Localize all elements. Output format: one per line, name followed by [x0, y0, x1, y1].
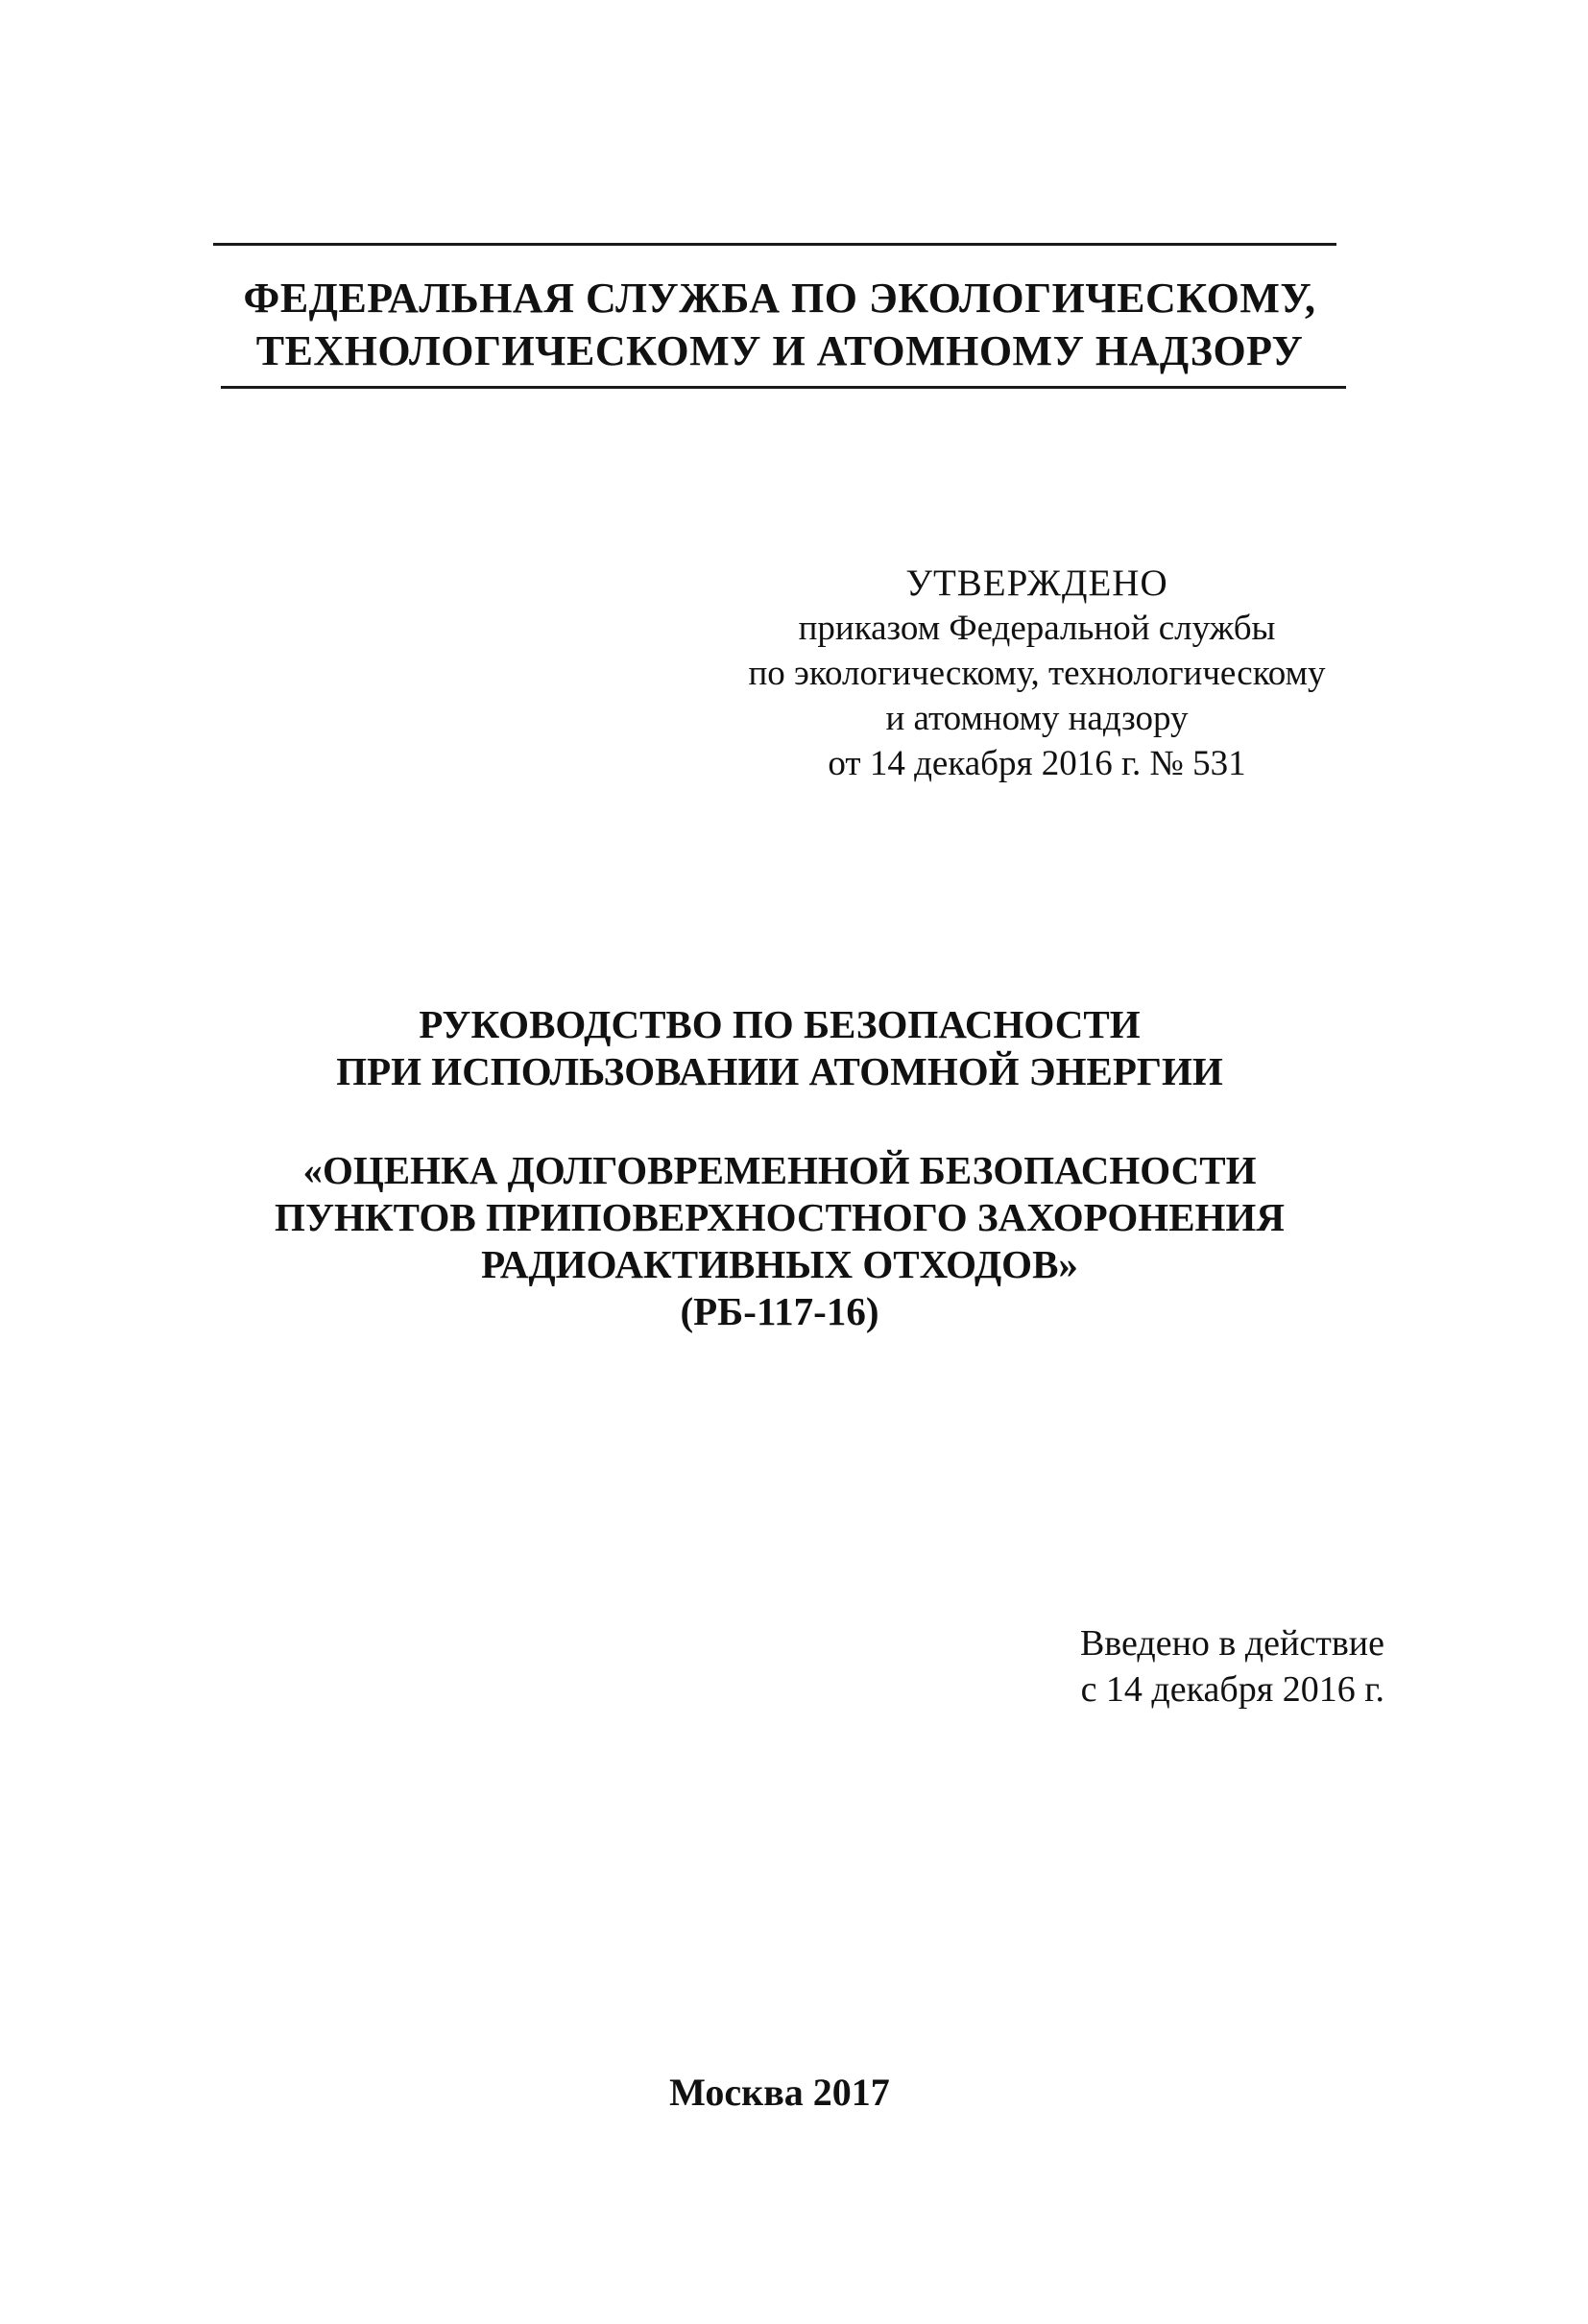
agency-name: [213, 272, 1346, 377]
effective-date-block: [999, 1620, 1440, 1713]
document-name-line-2: ПУНКТОВ ПРИПОВЕРХНОСТНОГО ЗАХОРОНЕНИЯ: [275, 1195, 1285, 1239]
approval-line-3: и атомному надзору: [885, 699, 1189, 738]
approval-block: [691, 561, 1383, 786]
guide-title-line-2: ПРИ ИСПОЛЬЗОВАНИИ АТОМНОЙ ЭНЕРГИИ: [336, 1049, 1223, 1093]
document-name-line-3: РАДИОАКТИВНЫХ ОТХОДОВ»: [481, 1242, 1078, 1286]
bottom-rule-line: [221, 386, 1346, 389]
document-title-block: [213, 1001, 1346, 1335]
effective-line-2: с 14 декабря 2016 г.: [1080, 1669, 1384, 1710]
approval-line-1: приказом Федеральной службы: [798, 609, 1276, 648]
guide-title-line-1: РУКОВОДСТВО ПО БЕЗОПАСНОСТИ: [419, 1002, 1141, 1046]
approval-order-date: от 14 декабря 2016 г. № 531: [828, 744, 1246, 783]
agency-name-line-2: ТЕХНОЛОГИЧЕСКОМУ И АТОМНОМУ НАДЗОРУ: [255, 327, 1304, 374]
effective-line-1: Введено в действие: [1079, 1623, 1384, 1664]
approval-heading: УТВЕРЖДЕНО: [905, 563, 1168, 604]
title-spacer: [213, 1095, 1346, 1147]
document-name-line-1: «ОЦЕНКА ДОЛГОВРЕМЕННОЙ БЕЗОПАСНОСТИ: [302, 1148, 1257, 1192]
approval-line-2: по экологическому, технологическому: [748, 654, 1326, 693]
document-code: (РБ-117-16): [680, 1289, 879, 1333]
place-and-year: Москва 2017: [669, 2071, 890, 2114]
top-rule-line: [213, 243, 1336, 246]
agency-name-line-1: ФЕДЕРАЛЬНАЯ СЛУЖБА ПО ЭКОЛОГИЧЕСКОМУ,: [243, 275, 1316, 322]
